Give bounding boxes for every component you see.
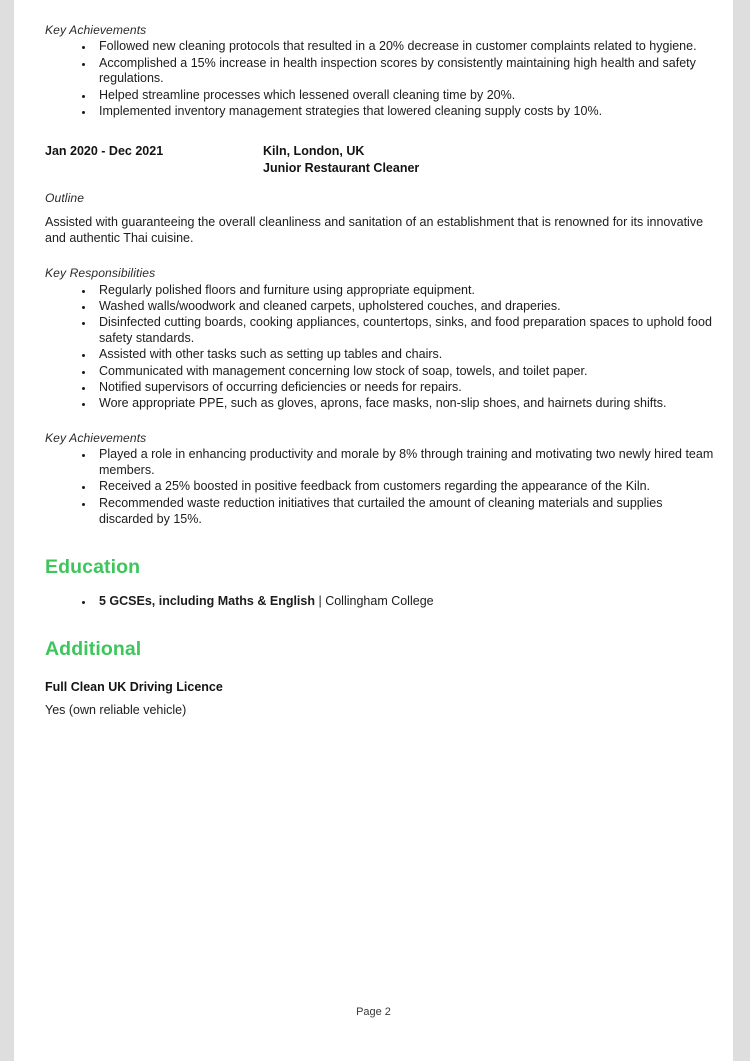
key-achievements-heading: Key Achievements [45,23,147,37]
outline-text: Assisted with guaranteeing the overall cleanliness and sanitation of an establishment that is renowned for its innovative and authentic Thai cuisine. [45,215,704,246]
list-item [45,594,719,610]
section-key-achievements-continued [45,22,719,120]
page-title: Additional [45,637,142,660]
list-item: Received a 25% boosted in positive feedback from customers regarding the appearance of the Kiln. [45,479,719,495]
experience-responsibilities-block [45,265,719,412]
list-item: Helped streamline processes which lessened overall cleaning time by 20%. [45,88,719,104]
education-separator: | [315,593,326,608]
key-achievements-heading: Key Achievements [45,431,147,445]
education-degree: 5 GCSEs, including Maths & English [99,593,315,608]
list-item: Accomplished a 15% increase in health inspection scores by consistently maintaining high health and safety regulations. [45,56,719,88]
section-additional [45,638,719,719]
resume-page [14,0,733,1061]
page-footer: Page 2 [356,1006,391,1018]
key-achievements-list [45,39,719,120]
key-achievements-list [45,447,719,527]
list-item: Recommended waste reduction initiatives that curtailed the amount of cleaning materials and supplies discarded by 15%. [45,496,719,528]
list-item: Regularly polished floors and furniture using appropriate equipment. [45,283,719,299]
list-item: Implemented inventory management strategies that lowered cleaning supply costs by 10%. [45,104,719,120]
page-title: Education [45,556,141,579]
experience-company: Kiln, London, UK [263,143,365,158]
list-item: Notified supervisors of occurring deficiencies or needs for repairs. [45,380,719,396]
key-responsibilities-heading: Key Responsibilities [45,266,156,281]
experience-header [45,143,719,176]
list-item: Washed walls/woodwork and cleaned carpets, upholstered couches, and draperies. [45,299,719,315]
experience-outline-block [45,190,719,247]
list-item: Assisted with other tasks such as setting up tables and chairs. [45,347,719,363]
experience-job-title: Junior Restaurant Cleaner [263,160,420,175]
list-item: Played a role in enhancing productivity and morale by 8% through training and motivating two newly hired team members. [45,447,719,479]
experience-entry [45,143,719,528]
additional-item-label: Full Clean UK Driving Licence [45,679,223,694]
education-institution: Collingham College [325,593,434,608]
experience-achievements-block [45,430,719,527]
additional-item-value: Yes (own reliable vehicle) [45,703,187,718]
list-item: Wore appropriate PPE, such as gloves, aprons, face masks, non-slip shoes, and hairnets during shifts. [45,396,719,412]
section-education [45,556,719,609]
key-responsibilities-list [45,283,719,413]
list-item: Followed new cleaning protocols that resulted in a 20% decrease in customer complaints related to hygiene. [45,39,719,55]
list-item: Disinfected cutting boards, cooking appliances, countertops, sinks, and food preparation spaces to uphold food safety standards. [45,315,719,347]
experience-dates: Jan 2020 - Dec 2021 [45,143,164,158]
education-list [45,594,719,610]
list-item: Communicated with management concerning low stock of soap, towels, and toilet paper. [45,364,719,380]
outline-heading: Outline [45,191,85,206]
